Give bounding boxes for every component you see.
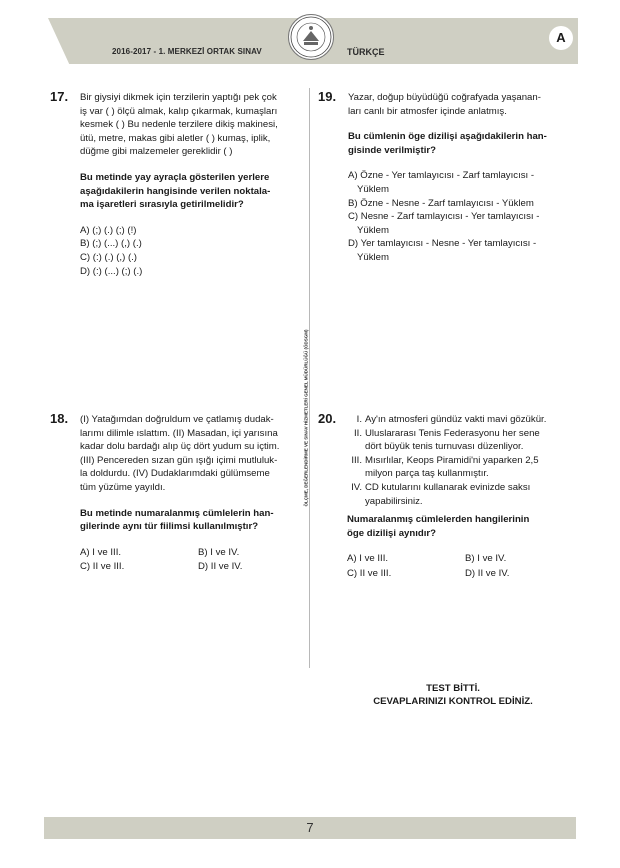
option-c[interactable]: C) Nesne - Zarf tamlayıcısı - Yer tamlayıcısı - Yüklem: [348, 211, 540, 236]
exam-title: 2016-2017 - 1. MERKEZİ ORTAK SINAV: [112, 47, 262, 56]
statement-item: I. Ay'ın atmosferi gündüz vakti mavi gözükür.: [356, 414, 547, 425]
question-number: 18.: [50, 411, 69, 426]
option-c[interactable]: C) II ve III.: [80, 561, 125, 573]
end-of-test-note: [318, 682, 588, 708]
booklet-type-badge: A: [549, 26, 573, 50]
footer-band: [44, 817, 576, 839]
answer-options: [80, 546, 312, 574]
question-stem: Bu metinde numaralanmış cümlelerin han- gilerinde aynı tür fiilimsi kullanılmıştır?: [80, 507, 274, 533]
question-stem: Bu cümlenin öge dizilişi aşağıdakilerin han- gisinde verilmiştir?: [348, 131, 547, 156]
question-number: 19.: [318, 89, 337, 104]
option-c[interactable]: C) (:) (.) (,) (.): [80, 251, 138, 263]
option-d[interactable]: D) Yer tamlayıcısı - Nesne - Yer tamlayıcısı - Yüklem: [348, 238, 537, 263]
statement-item: IV. CD kutularını kullanarak evinizde saksı yapabilirsiniz.: [351, 481, 531, 507]
option-d[interactable]: D) II ve IV.: [198, 561, 243, 573]
option-b[interactable]: B) Özne - Nesne - Zarf tamlayıcısı - Yüklem: [348, 197, 534, 209]
subject-title: TÜRKÇE: [347, 47, 385, 57]
question-number: 20.: [318, 411, 337, 426]
end-note-line-2: CEVAPLARINIZI KONTROL EDİNİZ.: [373, 696, 533, 707]
option-a[interactable]: A) I ve III.: [347, 553, 389, 565]
question-number: 17.: [50, 89, 69, 104]
statement-list: [342, 413, 588, 508]
statement-item: III. Mısırlılar, Keops Piramidi'ni yaparken 2,5 milyon parça taş kullanmıştır.: [351, 454, 539, 480]
statement-item: II. Uluslararası Tenis Federasyonu her sene dört büyük tenis turnuvası düzenliyor.: [354, 427, 540, 453]
option-c[interactable]: C) II ve III.: [347, 567, 392, 579]
option-d[interactable]: D) II ve IV.: [465, 567, 510, 579]
option-a[interactable]: A) I ve III.: [80, 546, 122, 558]
question-text: Bir giysiyi dikmek için terzilerin yaptığı pek çok iş var ( ) ölçü almak, kalıp çıkarmak, kumaşları kesmek ( ) Bu nedenle terzilere dikiş makinesi, ütü, metre, makas gibi aletler ( ) kumaş, iplik, düğme gibi malzemeler gereklidir ( ): [80, 92, 278, 158]
ministry-logo-icon: [288, 14, 334, 60]
answer-options: [342, 552, 588, 580]
question-stem: Numaralanmış cümlelerden hangilerinin öge dizilişi aynıdır?: [347, 514, 530, 539]
question-text: (I) Yatağımdan doğruldum ve çatlamış dudak- larımı dilimle ıslattım. (II) Masadan, içi yarısına kadar dolu bardağı alıp üç dört yudum su içtim. (III) Pencereden sızan gün ışığı içimi mutluluk- la doldurdu. (IV) Dudaklarımdaki gülümseme tüm yüzüme yayıldı.: [80, 414, 280, 493]
side-caption: ÖLÇME, DEĞERLENDİRME VE SINAV HİZMETLERİ GENEL MÜDÜRLÜĞÜ (ÖDSGM): [303, 329, 309, 507]
option-b[interactable]: B) I ve IV.: [198, 546, 240, 558]
question-text: Yazar, doğup büyüdüğü coğrafyada yaşanan- ları canlı bir atmosfer içinde anlatmış.: [348, 92, 541, 117]
question-stem: Bu metinde yay ayraçla gösterilen yerlere aşağıdakilerin hangisinde verilen noktala- ma işaretleri sırasıyla getirilmelidir?: [80, 171, 271, 211]
answer-options: [80, 224, 310, 278]
option-d[interactable]: D) (:) (...) (;) (.): [80, 265, 143, 277]
option-a[interactable]: A) (;) (.) (;) (!): [80, 224, 137, 236]
end-note-line-1: TEST BİTTİ.: [426, 683, 480, 694]
column-divider: [309, 88, 310, 668]
option-b[interactable]: B) I ve IV.: [465, 553, 507, 565]
page-number: 7: [306, 820, 314, 835]
answer-options: [348, 169, 584, 264]
option-a[interactable]: A) Özne - Yer tamlayıcısı - Zarf tamlayıcısı - Yüklem: [348, 170, 535, 195]
option-b[interactable]: B) (;) (...) (,) (.): [80, 238, 142, 250]
